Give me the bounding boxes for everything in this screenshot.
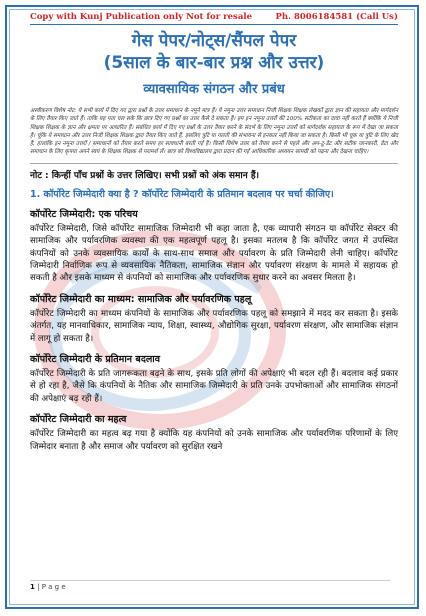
document-title: गेस पेपर/नोट्स/सैंपल पेपर [131,31,297,51]
document-subtitle: (5साल के बार-बार प्रश्न और उत्तर) [103,53,325,73]
section-heading: कॉर्पोरेट जिम्मेदारी: एक परिचय [30,208,138,220]
page-content [30,12,398,453]
section-heading: कॉर्पोरेट जिम्मेदारी का माध्यम: सामाजिक और पर्यावरणिक पहलू [30,293,252,305]
contact-phone: Ph. 8006184581 (Call Us) [275,12,398,22]
section-heading: कॉर्पोरेट जिम्मेदारी के प्रतिमान बदलाव [30,354,161,366]
page-label: P a g e [41,583,66,591]
question-1: 1. कॉर्पोरेट जिम्मेदारी क्या है ? कॉर्पोरेट जिम्मेदारी के प्रतिमान बदलाव पर चर्चा कीजिए। [30,188,334,200]
publisher-notice: Copy with Kunj Publication only Not for resale [30,12,252,22]
section-heading: कॉर्पोरेट जिम्मेदारी का महत्व [30,414,127,426]
disclaimer-text: अस्वीकरण विशेष नोट: ये सभी कार्य में दिए गए द्वारा प्रश्नों के उत्तर समाधान के नमूने मात्र हैं। ये नमूना उत्तर समाधान निजी शिक्षक शिक्षक लेखकों द्वारा ज्ञान की सहायता और मार्गदर्शन के लिए तैयार किए जाते हैं। ताकि यह पता चल सके कि छात्र दिए गए प्रश्नों का उत्तर कैसे दे सकता है। हम इन नमूना उत्तरों की 100% सटीकता का दावा नहीं करते हैं क्योंकि ये निजी शिक्षक शिक्षक के ज्ञान और क्षमता पर आधारित हैं। संबंधित कार्य में दिए गए प्रश्नों के उत्तर तैयार करने के संदर्भ के लिए नमूना उत्तरों को मार्गदर्शक सहायता के रूप में देखा जा सकता है। चूंकि ये समाधान और उत्तर निजी शिक्षक शिक्षक द्वारा तैयार किए जाते हैं, इसलिए त्रुटि या गलती की संभावना से इनकार नहीं किया जा सकता है। किसी भी चूक या त्रुटि के लिए खेद है, हालांकि इन नमूना उत्तरों / समाधानों को तैयार करते समय हर सावधानी बरती गई है। किसी विशेष उत्तर को तैयार करने से पहले और अप-टू-डेट और सटीक जानकारी, डेटा और समाधान के लिए कृपया अपने स्वयं के शिक्षक शिक्षक से परामर्श लें। छात्र को विश्वविद्यालय द्वारा प्रदान की गई आधिकारिक अध्ययन सामग्री को पढ़ना और देखना चाहिए। [30,108,399,156]
subject-title: व्यावसायिक संगठन और प्रबंध [143,82,285,97]
section-paragraph: कॉर्पोरेट जिम्मेदारी का महत्व बढ़ गया है क्योंकि यह कंपनियों को उनके सामाजिक और पर्यावरणिक परिणामों के लिए जिम्मेदार बनाता है और समाज और पर्यावरण को सुरक्षित रखने [30,429,398,452]
section-paragraph: कॉर्पोरेट जिम्मेदारी का माध्यम कंपनियों के सामाजिक और पर्यावरणिक पहलू को समझाने में मदद कर सकता है। इसके अंतर्गत, यह मानवाधिकार, सामाजिक न्याय, शिक्षा, स्वास्थ्य, औद्योगिक सुरक्षा, पर्यावरण संरक्षण, और सामाजिक संज्ञान में लागू हो सकता है। [30,308,398,344]
page-number: 1 [30,583,35,591]
page-footer: 1 | P a g e [30,580,390,591]
section-paragraph: कॉर्पोरेट जिम्मेदारी के प्रति जागरूकता बढ़ने के साथ, इसके प्रति लोगों की अपेक्षाएं भी बदल रही हैं। बदलाव कई प्रकार से हो रहा है, जैसे कि कंपनियों के नैतिक और सामाजिक जिम्मेदारी के प्रति उनके उपभोक्ताओं और सामाजिक संगठनों की अपेक्षाएं बढ़ रही हैं। [30,369,398,404]
exam-note: नोट : किन्हीं पाँच प्रश्नों के उत्तर लिखिए। सभी प्रश्नों को अंक समान हैं। [30,163,398,181]
page-header [30,12,398,25]
section-paragraph: कॉर्पोरेट जिम्मेदारी, जिसे कॉर्पोरेट सामाजिक जिम्मेदारी भी कहा जाता है, एक व्यापारी संगठन या कॉर्पोरेट सेक्टर की सामाजिक और पर्यावरणिक व्यवस्था की एक महत्वपूर्ण पहलू है। इसका मतलब है कि कॉर्पोरेट जगत में उपस्थित कंपनियों को उनके व्यवसायिक कार्यों के साथ-साथ समाज और पर्यावरण के प्रति जिम्मेदारी लेनी चाहिए। कॉर्पोरेट जिम्मेदारी निर्वाणिक रूप से व्यवसायिक नैतिकता, सामाजिक संज्ञान और पर्यावरण संरक्षण के मामले में सहायक हो सकती है और इसके माध्यम से कंपनियों को सामाजिक और पर्यावरणिक सुधार करने का अवसर मिलता है। [30,223,398,284]
